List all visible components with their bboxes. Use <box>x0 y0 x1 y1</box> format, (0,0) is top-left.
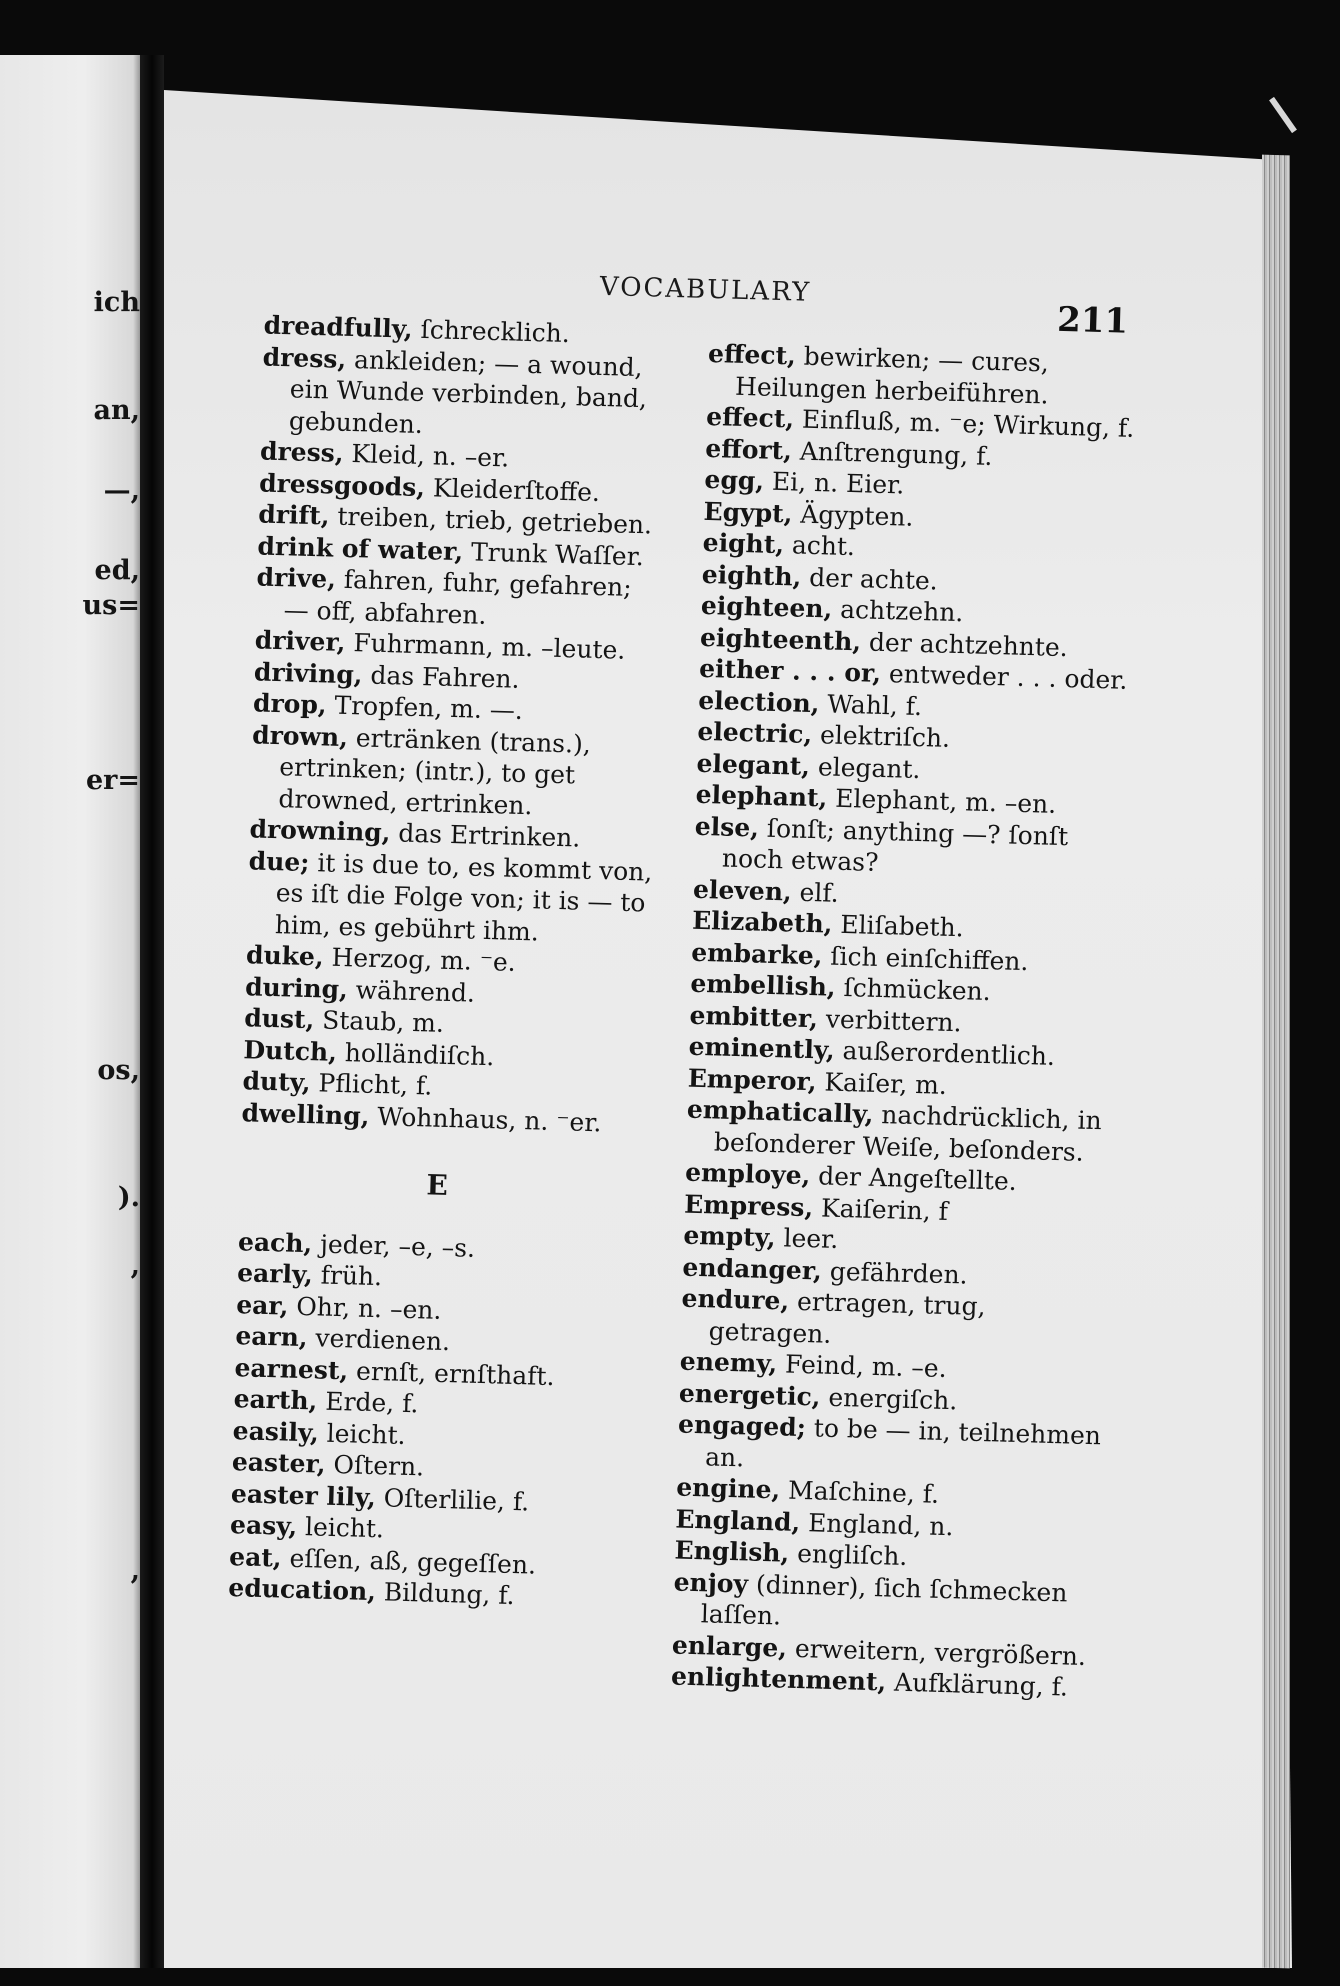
definition: treiben, trieb, getrieben. <box>329 501 653 540</box>
definition: der achte. <box>800 562 939 595</box>
definition: Kaiſer, m. <box>816 1066 948 1100</box>
headword: effort, <box>705 433 793 465</box>
definition: Ägypten. <box>792 498 914 532</box>
vocabulary-entry <box>250 719 657 825</box>
definition: jeder, –e, –s. <box>311 1228 476 1263</box>
definition: leicht. <box>296 1511 385 1544</box>
headword: earn, <box>235 1321 308 1353</box>
headword: drown, <box>251 719 349 752</box>
definition: Staub, m. <box>313 1005 445 1038</box>
entry-list <box>241 310 669 1140</box>
headword: eight, <box>702 527 785 560</box>
definition: Fuhrmann, m. –leute. <box>345 627 626 665</box>
definition: Maſchine, f. <box>779 1475 940 1509</box>
headword: endanger, <box>682 1252 823 1286</box>
definition: ernſt, ernſthaft. <box>347 1355 555 1391</box>
headword: England, <box>675 1504 801 1537</box>
definition: to be — in, teilnehmen an. <box>704 1413 1102 1472</box>
entry-list <box>228 1226 643 1615</box>
headword: English, <box>674 1535 790 1568</box>
headword: Emperor, <box>687 1063 817 1096</box>
headword: easter, <box>231 1447 327 1479</box>
vocabulary-entry <box>707 338 1139 413</box>
headword: dressgoods, <box>258 467 426 502</box>
margin-fragment: ). <box>117 1182 140 1213</box>
definition: ankleiden; — a wound, ein Wunde verbinden, band, gebunden. <box>288 344 648 439</box>
definition: Kleid, n. –er. <box>343 438 510 473</box>
headword: dreadfully, <box>263 310 414 344</box>
definition: entweder . . . oder. <box>880 658 1128 695</box>
definition: Oſterlilie, f. <box>375 1482 530 1516</box>
headword: duty, <box>242 1066 311 1098</box>
margin-fragment: an, <box>93 395 140 426</box>
definition: leicht. <box>318 1418 407 1450</box>
definition: nachdrücklich, in beſonderer Weiſe, beſonders. <box>713 1099 1103 1167</box>
vocabulary-entry <box>680 1283 1112 1358</box>
headword: embitter, <box>689 1000 819 1033</box>
headword: dust, <box>243 1003 315 1035</box>
margin-fragment: , <box>130 1555 140 1586</box>
headword: each, <box>237 1226 313 1258</box>
definition: während. <box>347 974 476 1008</box>
headword: endure, <box>681 1283 790 1316</box>
definition: it is due to, es kommt von, es iſt die Folge von; it is — to him, es gebührt ihm. <box>274 847 653 946</box>
headword: eminently, <box>688 1031 836 1065</box>
headword: elephant, <box>695 779 828 813</box>
definition: Kleiderſtoffe. <box>424 472 601 507</box>
headword: dress, <box>262 342 347 374</box>
definition: Pflicht, f. <box>310 1068 433 1101</box>
vocabulary-entry <box>261 341 668 447</box>
definition: ſonſt; anything —? ſonſt noch etwas? <box>721 813 1069 877</box>
margin-fragment: os, <box>97 1055 140 1086</box>
headword: earth, <box>233 1384 318 1416</box>
section-letter: E <box>426 1168 449 1203</box>
definition: ertränken (trans.), ertrinken; (intr.), to get drowned, ertrinken. <box>278 722 592 820</box>
right-column <box>671 338 1139 1704</box>
definition: Bildung, f. <box>375 1577 516 1611</box>
headword: else, <box>694 811 760 843</box>
headword: driving, <box>253 656 363 689</box>
headword: embellish, <box>690 968 837 1002</box>
headword: eat, <box>228 1541 283 1573</box>
headword: emphatically, <box>686 1094 874 1129</box>
definition: holländiſch. <box>336 1037 495 1071</box>
headword: embarke, <box>690 937 823 970</box>
definition: leer. <box>775 1223 839 1254</box>
definition: energiſch. <box>820 1382 958 1415</box>
headword: drink of water, <box>257 530 464 566</box>
definition: der Angeſtellte. <box>809 1161 1018 1196</box>
definition: Ohr, n. –en. <box>288 1291 442 1325</box>
definition: eſſen, aß, gegeſſen. <box>281 1543 537 1580</box>
headword: energetic, <box>678 1378 821 1412</box>
definition: erweitern, vergrößern. <box>786 1633 1087 1671</box>
headword: effect, <box>707 338 797 371</box>
page-number: 211 <box>1056 299 1129 342</box>
definition: Anſtrengung, f. <box>791 435 993 471</box>
vocabulary-entry <box>694 810 1126 885</box>
definition: acht. <box>783 530 856 562</box>
margin-fragment: , <box>130 1250 140 1281</box>
definition: Eliſabeth. <box>832 909 965 943</box>
definition: ſchmücken. <box>835 972 992 1007</box>
headword: earnest, <box>234 1352 349 1385</box>
definition: England, n. <box>799 1507 954 1541</box>
margin-fragment: —, <box>103 475 140 506</box>
headword: election, <box>697 685 820 718</box>
definition: achtzehn. <box>831 594 964 628</box>
headword: eighth, <box>701 559 802 592</box>
vocabulary-entry <box>247 845 654 951</box>
headword: eleven, <box>692 874 793 907</box>
definition: Aufklärung, f. <box>885 1667 1069 1702</box>
headword: Elizabeth, <box>691 905 833 939</box>
definition: ſich einſchiffen. <box>822 940 1029 976</box>
headword: effect, <box>705 401 795 434</box>
headword: electric, <box>697 716 813 750</box>
vocabulary-entry <box>686 1094 1118 1169</box>
headword: early, <box>236 1258 314 1290</box>
definition: Ei, n. Eier. <box>763 466 905 500</box>
headword: empty, <box>683 1220 777 1253</box>
headword: Dutch, <box>243 1034 338 1067</box>
definition: gefährden. <box>821 1256 969 1290</box>
headword: enlarge, <box>671 1629 788 1663</box>
definition: ertragen, trug, getragen. <box>708 1286 986 1349</box>
headword: due; <box>248 845 310 877</box>
definition: Wohnhaus, n. ⁻er. <box>368 1101 602 1137</box>
headword: egg, <box>704 464 765 496</box>
headword: elegant, <box>696 748 811 781</box>
headword: driver, <box>254 625 346 657</box>
definition: Tropfen, m. —. <box>326 690 524 725</box>
vocabulary-entry <box>255 561 662 635</box>
definition: bewirken; — cures, Heilungen herbeiführen. <box>734 341 1050 409</box>
definition: der achtzehnte. <box>860 626 1069 662</box>
headword: Empress, <box>683 1189 814 1222</box>
headword: either . . . or, <box>698 653 882 688</box>
headword: engine, <box>675 1472 781 1505</box>
headword: eighteen, <box>700 590 833 624</box>
definition: verdienen. <box>307 1323 451 1357</box>
headword: drop, <box>252 688 328 720</box>
headword: enjoy <box>673 1566 749 1599</box>
definition: das Fahren. <box>362 659 520 694</box>
definition: elektriſch. <box>811 720 951 753</box>
definition: (dinner), ſich ſchmecken laſſen. <box>700 1569 1068 1631</box>
headword: enlightenment, <box>670 1661 887 1697</box>
vocabulary-entry <box>677 1409 1109 1484</box>
definition: Oſtern. <box>325 1449 425 1482</box>
definition: früh. <box>312 1260 383 1292</box>
definition: Herzog, m. ⁻e. <box>323 942 517 977</box>
definition: Kaiſerin, f <box>812 1192 949 1226</box>
headword: enemy, <box>679 1346 778 1379</box>
headword: employe, <box>684 1157 811 1191</box>
headword: ear, <box>235 1289 289 1321</box>
margin-fragment: ed, <box>94 555 140 586</box>
running-head: VOCABULARY <box>599 271 812 308</box>
margin-fragment: er= <box>85 765 140 796</box>
headword: easter lily, <box>230 1478 377 1512</box>
headword: drift, <box>257 499 330 531</box>
headword: dwelling, <box>241 1097 370 1131</box>
definition: engliſch. <box>788 1538 908 1572</box>
definition: elf. <box>791 877 840 908</box>
headword: drive, <box>256 562 337 594</box>
definition: verbittern. <box>817 1003 962 1037</box>
definition: Feind, m. –e. <box>776 1349 948 1384</box>
definition: Trunk Waſſer. <box>462 536 645 571</box>
definition: ſchrecklich. <box>412 314 571 349</box>
margin-fragment: ich <box>93 287 140 318</box>
headword: dress, <box>259 436 344 468</box>
definition: Erde, f. <box>316 1386 419 1419</box>
definition: fahren, fuhr, gefahren; — off, abfahren. <box>283 564 633 630</box>
headword: engaged; <box>677 1409 807 1443</box>
headword: easy, <box>229 1510 298 1541</box>
vocabulary-entry <box>672 1566 1104 1641</box>
headword: duke, <box>245 940 325 972</box>
definition: Wahl, f. <box>819 688 923 721</box>
definition: außerordentlich. <box>834 1035 1056 1071</box>
headword: eighteenth, <box>699 622 862 656</box>
definition: elegant. <box>809 751 921 784</box>
definition: das Ertrinken. <box>390 818 581 853</box>
headword: drowning, <box>249 814 391 848</box>
headword: education, <box>228 1573 377 1607</box>
definition: Elephant, m. –en. <box>826 783 1057 819</box>
entry-list <box>671 338 1139 1704</box>
headword: Egypt, <box>703 496 793 528</box>
margin-fragment: us= <box>82 590 140 621</box>
headword: during, <box>244 971 349 1004</box>
headword: easily, <box>232 1415 320 1448</box>
left-column <box>228 310 669 1615</box>
definition: Einfluß, m. ⁻e; Wirkung, f. <box>793 404 1135 443</box>
